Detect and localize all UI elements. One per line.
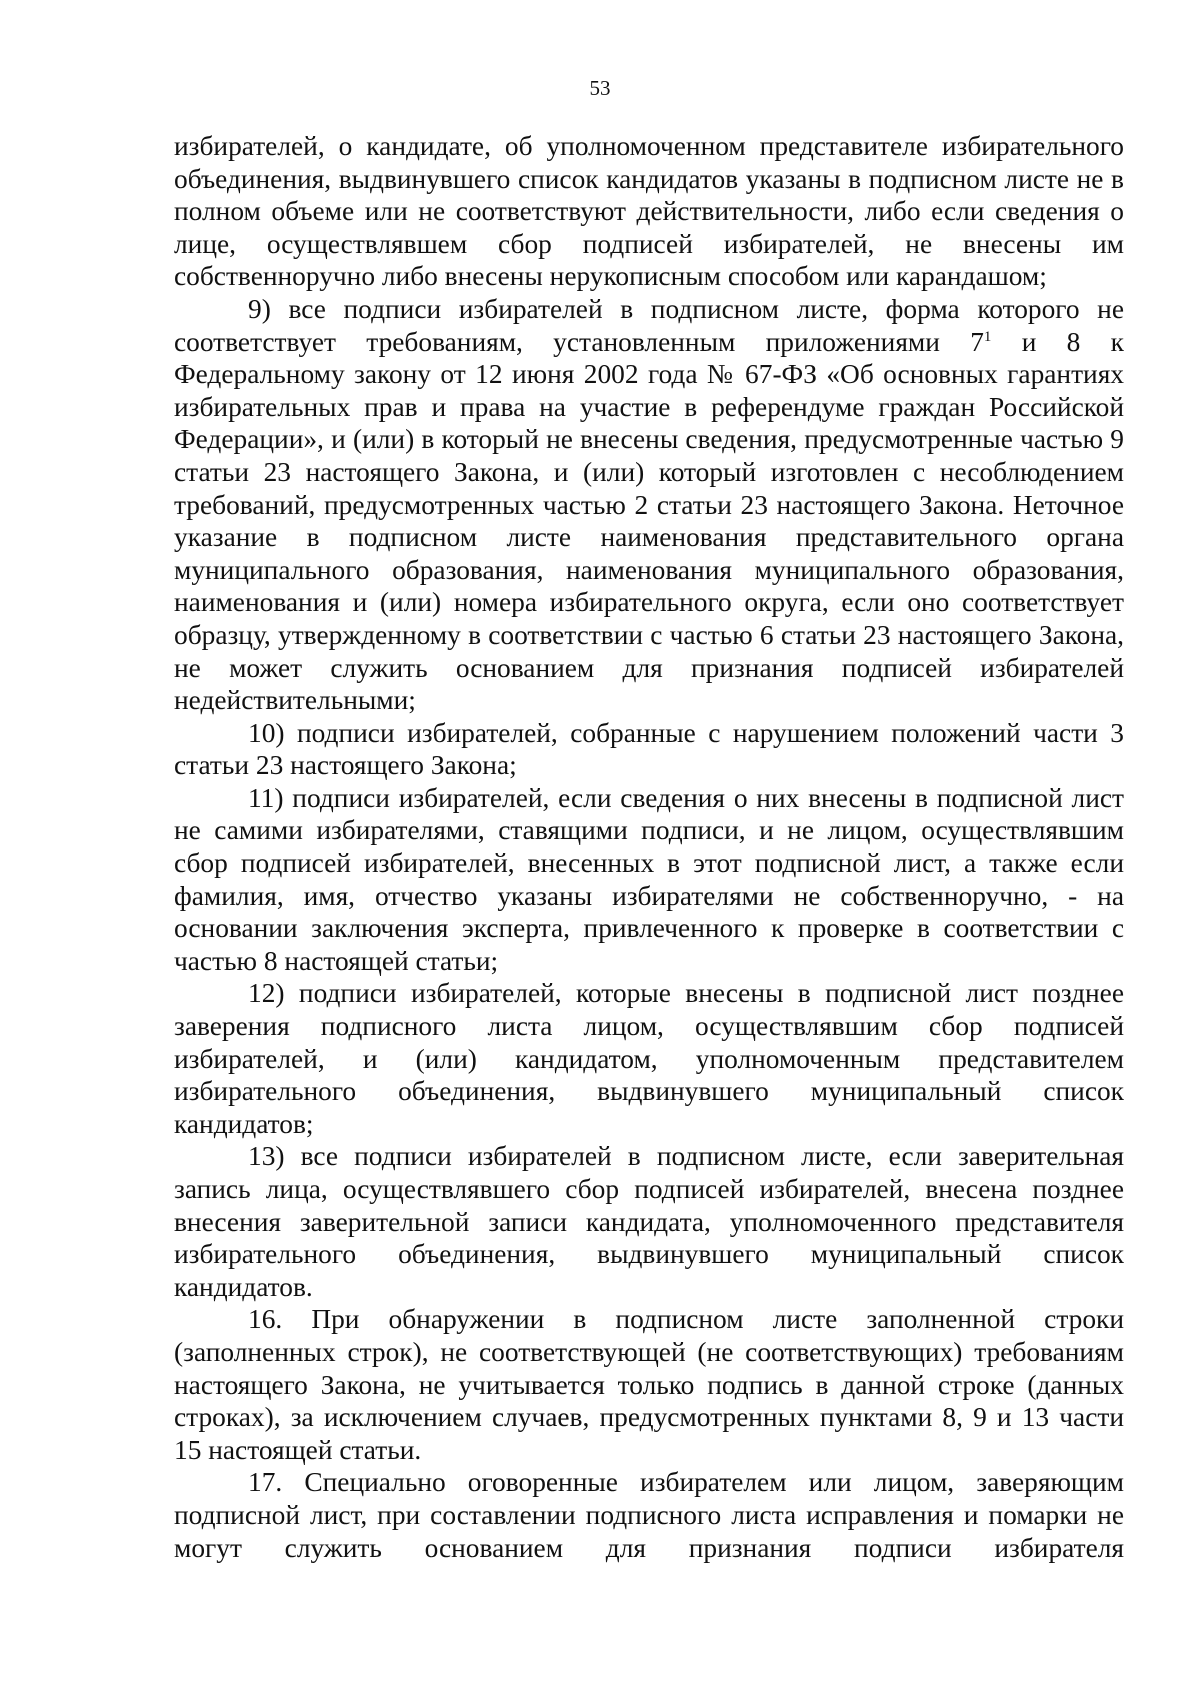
paragraph-item-9	[174, 293, 1124, 717]
paragraph-item-13: 13) все подписи избирателей в подписном листе, если заверительная запись лица, осуществлявшего сбор подписей избирателей, внесена позднее внесения заверительной записи кандидата, уполномоченного представителя избирательного объединения, выдвинувшего муниципальный список кандидатов.	[174, 1141, 1124, 1302]
paragraph-item-10: 10) подписи избирателей, собранные с нарушением положений части 3 статьи 23 настоящего Закона;	[174, 717, 1124, 781]
item-9-text-start: 9) все подписи избирателей в подписном листе, форма которого не соответствует требованиям, установленным приложениями 7	[174, 293, 1124, 357]
item-9-text-end: и 8 к Федеральному закону от 12 июня 2002 года № 67-ФЗ «Об основных гарантиях избирательных прав и права на участие в референдуме граждан Российской Федерации», и (или) в который не внесены сведения, предусмотренные частью 9 статьи 23 настоящего Закона, и (или) который изготовлен с несоблюдением требований, предусмотренных частью 2 статьи 23 настоящего Закона. Неточное указание в подписном листе наименования представительного органа муниципального образования, наименования муниципального образования, наименования и (или) номера избирательного округа, если оно соответствует образцу, утвержденному в соответствии с частью 6 статьи 23 настоящего Закона, не может служить основанием для признания подписей избирателей недействительными;	[174, 326, 1124, 716]
paragraph-part-17: 17. Специально оговоренные избирателем или лицом, заверяющим подписной лист, при составлении подписного листа исправления и помарки не могут служить основанием для признания подписи избирателя	[174, 1467, 1124, 1563]
paragraph-item-11: 11) подписи избирателей, если сведения о них внесены в подписной лист не самими избирателями, ставящими подписи, и не лицом, осуществлявшим сбор подписей избирателей, внесенных в этот подписной лист, а также если фамилия, имя, отчество указаны избирателями не собственноручно, - на основании заключения эксперта, привлеченного к проверке в соответствии с частью 8 настоящей статьи;	[174, 782, 1124, 976]
item-9-superscript: 1	[983, 328, 992, 345]
document-body	[174, 130, 1124, 1564]
paragraph-item-12: 12) подписи избирателей, которые внесены в подписной лист позднее заверения подписного листа лицом, осуществлявшим сбор подписей избирателей, и (или) кандидатом, уполномоченным представителем избирательного объединения, выдвинувшего муниципальный список кандидатов;	[174, 978, 1124, 1139]
page-number: 53	[589, 76, 611, 100]
paragraph-part-16: 16. При обнаружении в подписном листе заполненной строки (заполненных строк), не соответствующей (не соответствующих) требованиям настоящего Закона, не учитывается только подпись в данной строке (данных строках), за исключением случаев, предусмотренных пунктами 8, 9 и 13 части 15 настоящей статьи.	[174, 1304, 1124, 1465]
paragraph-continuation: избирателей, о кандидате, об уполномоченном представителе избирательного объединения, выдвинувшего список кандидатов указаны в подписном листе не в полном объеме или не соответствуют действительности, либо если сведения о лице, осуществлявшем сбор подписей избирателей, не внесены им собственноручно либо внесены нерукописным способом или карандашом;	[174, 131, 1124, 292]
